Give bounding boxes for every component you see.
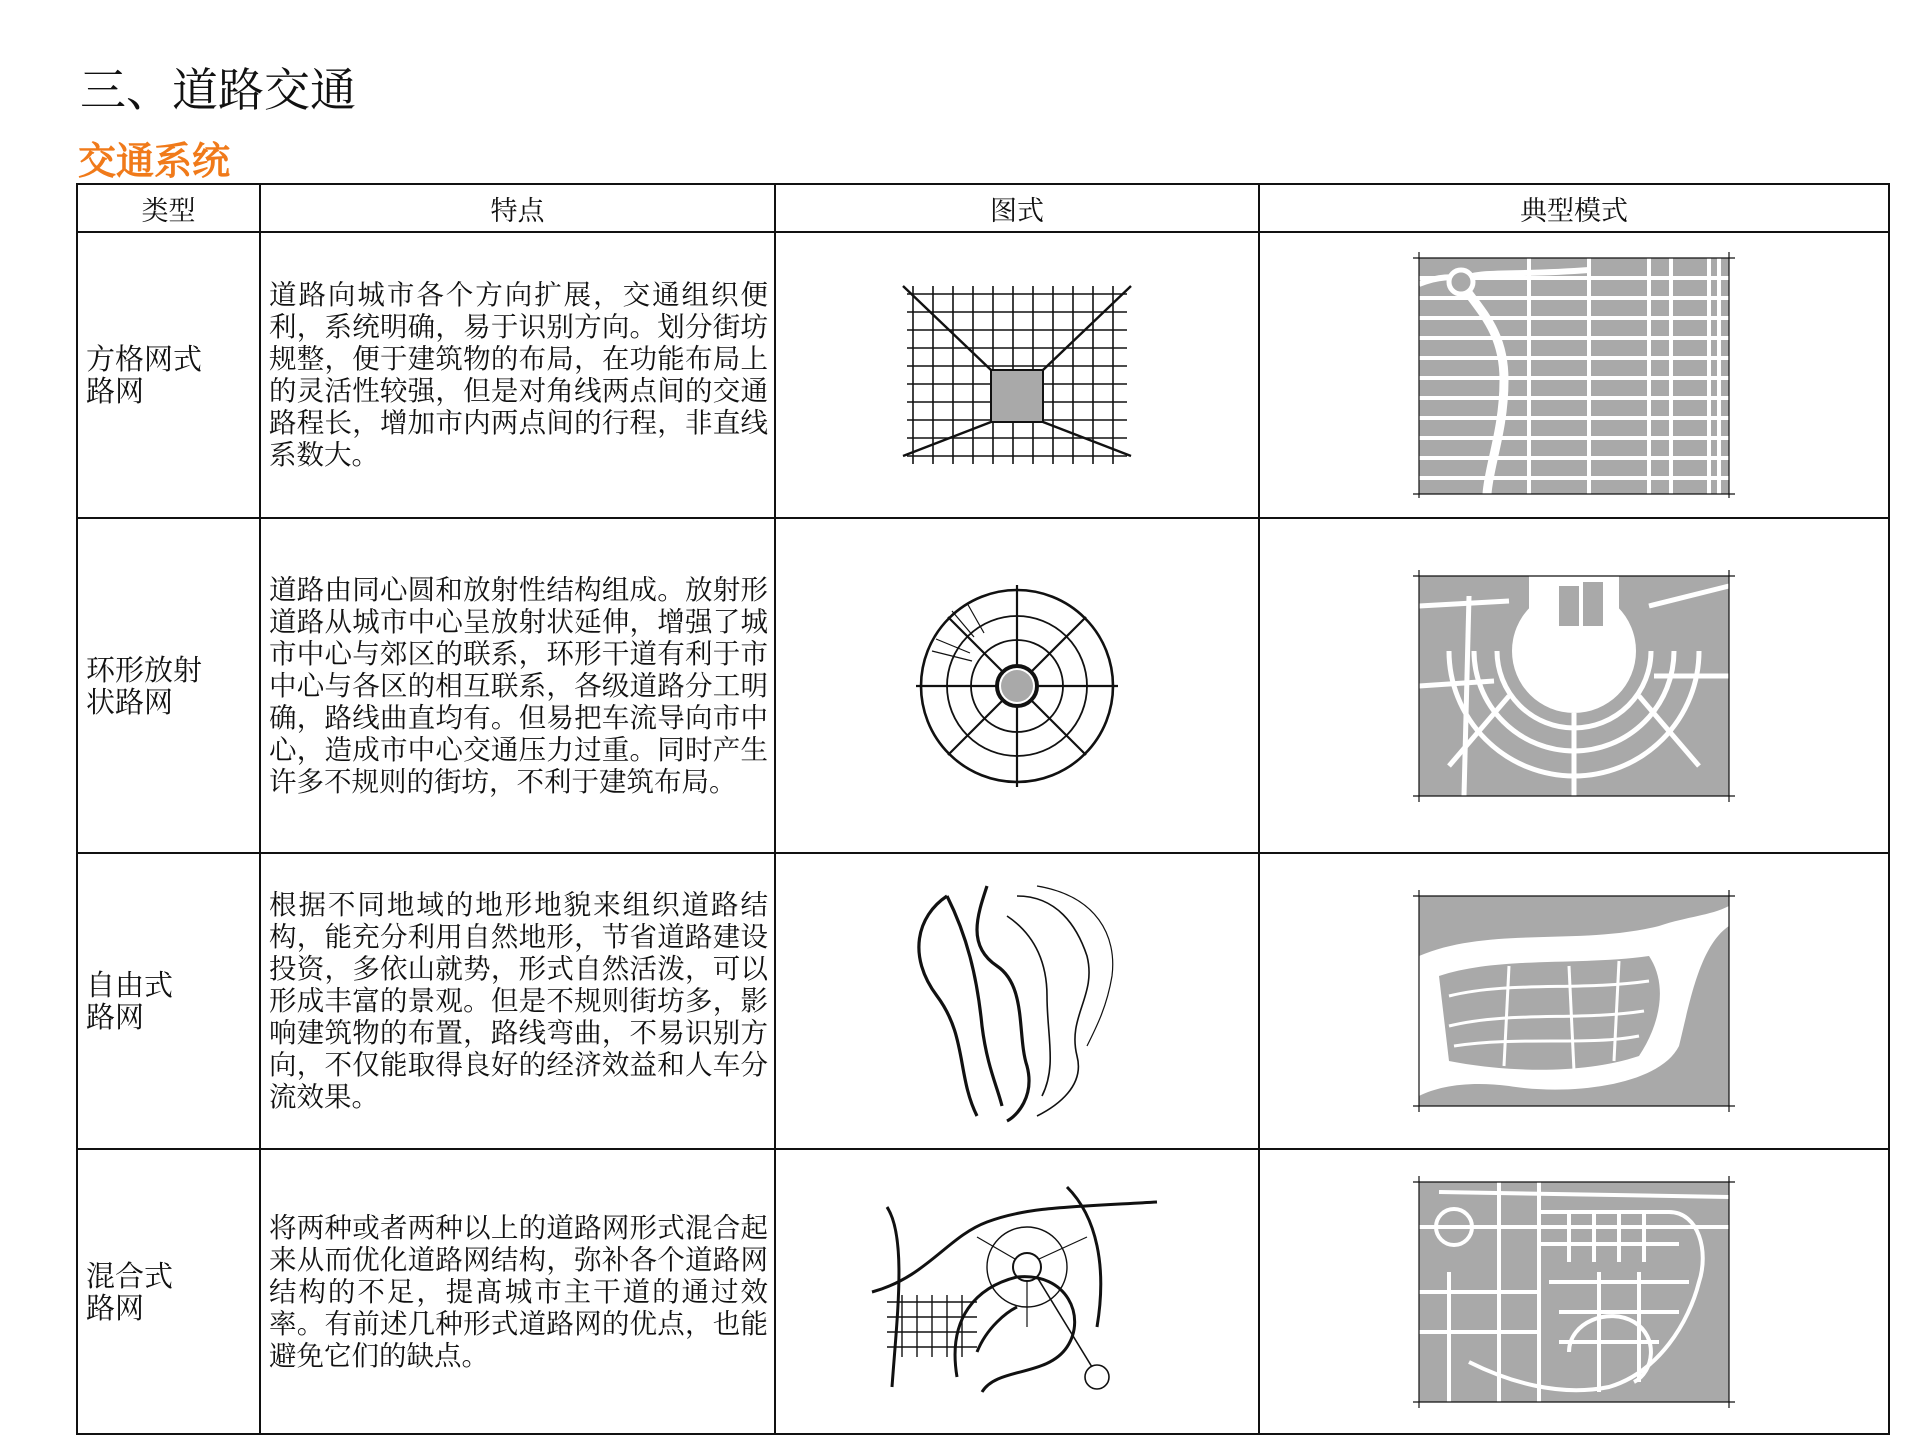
page-title: 三、道路交通 xyxy=(80,63,356,117)
ring-radial-road-network-diagram-icon xyxy=(912,581,1122,791)
header-model: 典型模式 xyxy=(1259,184,1889,232)
mixed-road-network-map-icon xyxy=(1409,1172,1739,1412)
section-title: 交通系统 xyxy=(78,139,231,183)
row-type: 方格网式 路网 xyxy=(77,232,260,518)
table-row xyxy=(77,1149,1889,1434)
header-feature: 特点 xyxy=(260,184,775,232)
row-type: 自由式 路网 xyxy=(77,853,260,1149)
table-row xyxy=(77,232,1889,518)
row-feature: 将两种或者两种以上的道路网形式混合起来从而优化道路网结构，弥补各个道路网结构的不足，提髙城市主干道的通过效率。有前述几种形式道路网的优点，也能避免它们的缺点。 xyxy=(260,1149,775,1434)
row-feature: 道路向城市各个方向扩展，交通组织便利，系统明确，易于识别方向。划分街坊规整，便于建筑物的布局，在功能布局上的灵活性较强，但是对角线两点间的交通路程长，增加市内两点间的行程，非直线系数大。 xyxy=(260,232,775,518)
header-diagram: 图式 xyxy=(775,184,1259,232)
row-type: 环形放射 状路网 xyxy=(77,518,260,853)
mixed-road-network-diagram-icon xyxy=(867,1177,1167,1407)
grid-road-network-diagram-icon xyxy=(897,280,1137,470)
grid-road-network-map-icon xyxy=(1409,250,1739,500)
row-feature: 根据不同地域的地形地貌来组织道路结构，能充分利用自然地形，节省道路建设投资，多依山就势，形式自然活泼，可以形成丰富的景观。但是不规则街坊多，影响建筑物的布置，路线弯曲，不易识别方向，不仅能取得良好的经济效益和人车分流效果。 xyxy=(260,853,775,1149)
free-form-road-network-map-icon xyxy=(1409,886,1739,1116)
road-network-table xyxy=(76,183,1890,1435)
table-header-row xyxy=(77,184,1889,232)
row-type: 混合式 路网 xyxy=(77,1149,260,1434)
table-row xyxy=(77,518,1889,853)
header-type: 类型 xyxy=(77,184,260,232)
free-form-road-network-diagram-icon xyxy=(907,876,1127,1126)
table-row xyxy=(77,853,1889,1149)
ring-radial-road-network-map-icon xyxy=(1409,566,1739,806)
row-feature: 道路由同心圆和放射性结构组成。放射形道路从城市中心呈放射状延伸，增强了城市中心与郊区的联系，环形干道有利于市中心与各区的相互联系，各级道路分工明确，路线曲直均有。但易把车流导向市中心，造成市中心交通压力过重。同时产生许多不规则的街坊，不利于建筑布局。 xyxy=(260,518,775,853)
